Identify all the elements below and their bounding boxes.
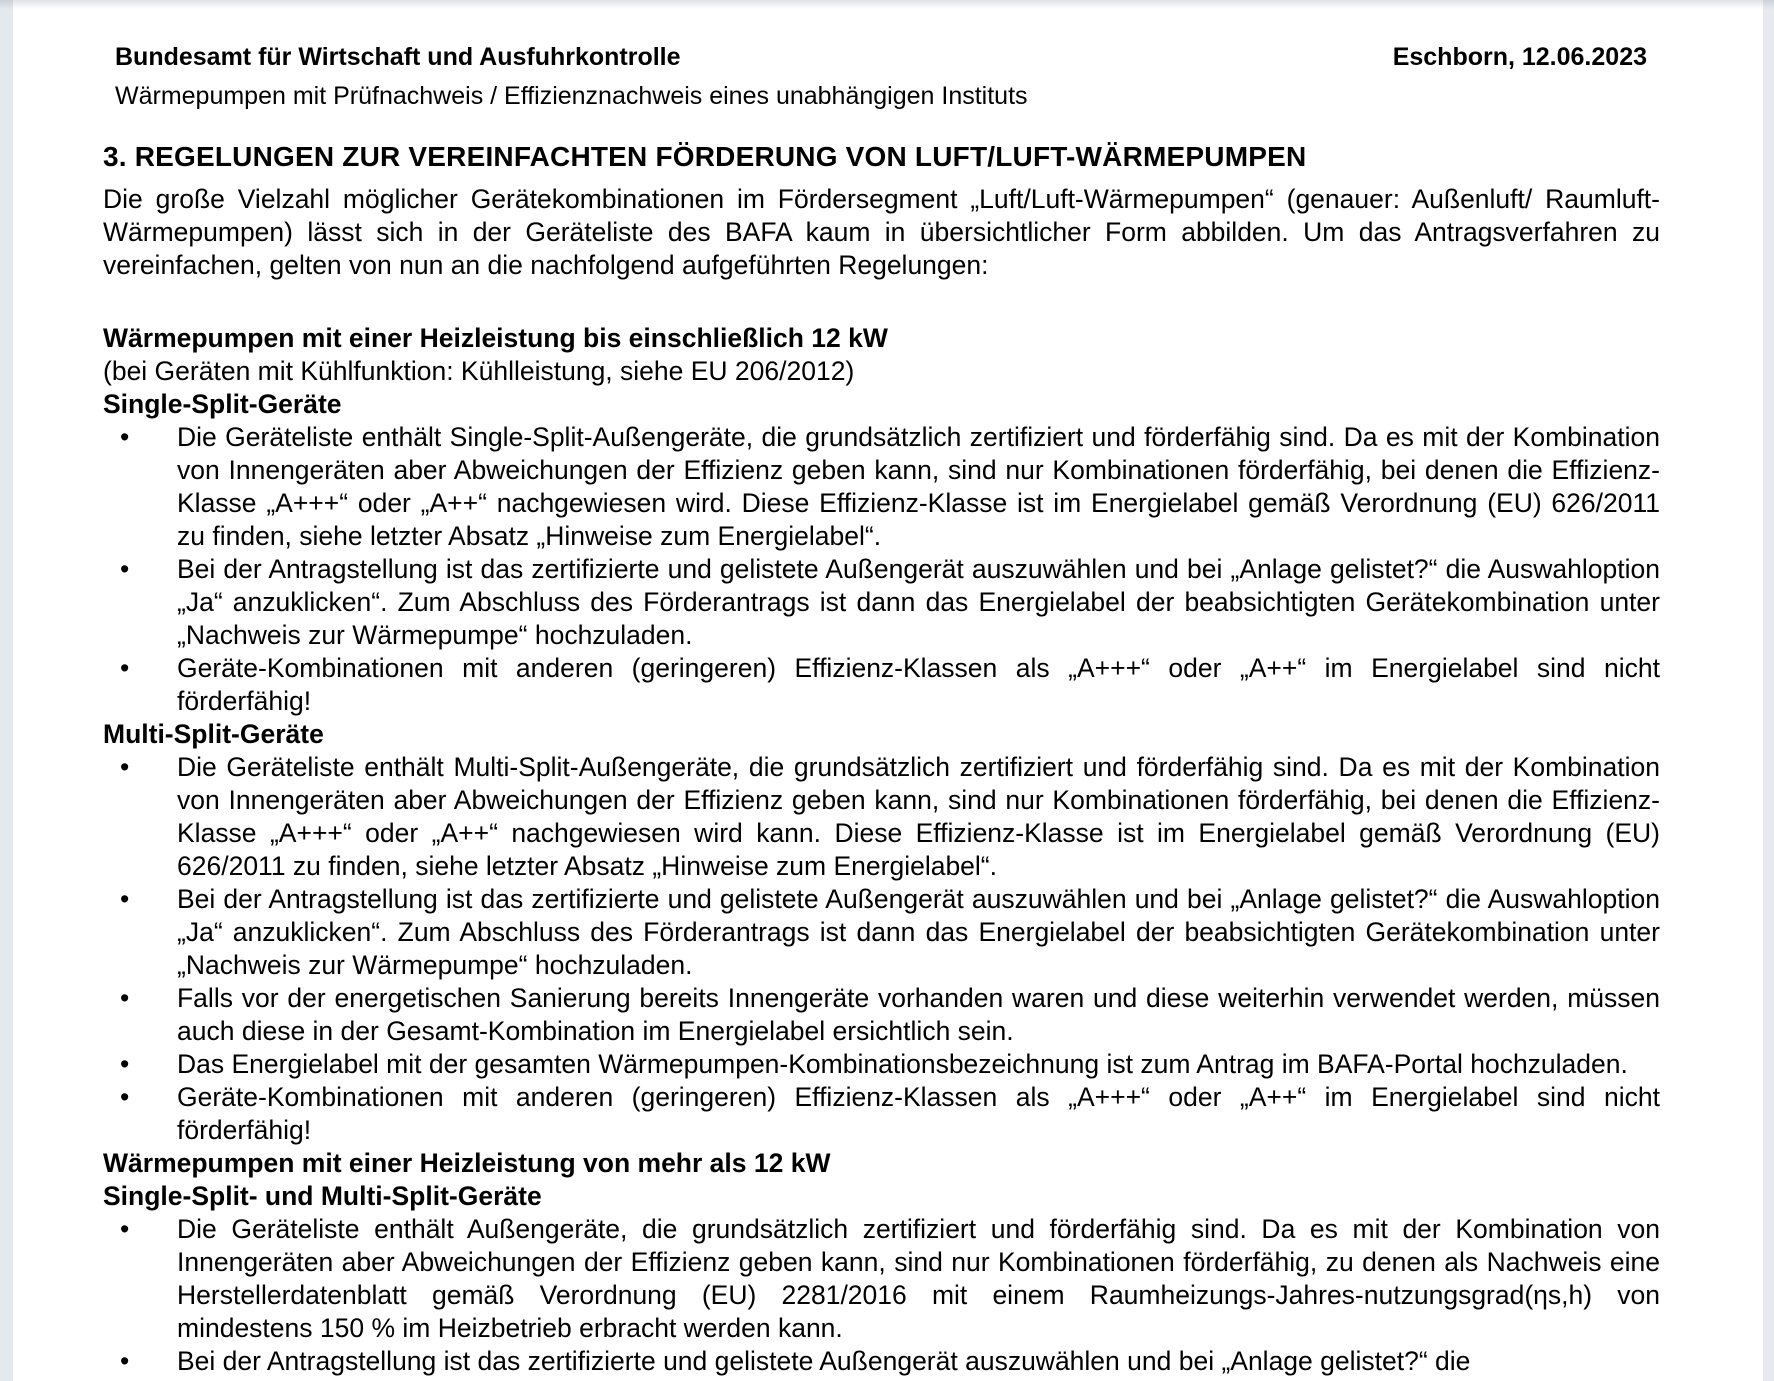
organization-name: Bundesamt für Wirtschaft und Ausfuhrkontrolle: [115, 43, 681, 71]
list-item-text: Geräte-Kombinationen mit anderen (geringeren) Effizienz-Klassen als „A+++“ oder „A++“ im Energielabel sind nicht förderfähig!: [177, 653, 1660, 716]
list-item: [103, 883, 1660, 982]
bullet-list: [103, 421, 1660, 718]
sub-heading: Single-Split-Geräte: [103, 389, 342, 419]
list-item: [103, 652, 1660, 718]
bullet-marker: •: [120, 422, 130, 452]
place-date: Eschborn, 12.06.2023: [1392, 43, 1647, 71]
list-item-text: Die Geräteliste enthält Außengeräte, die grundsätzlich zertifiziert und förderfähig sind. Da es mit der Kombination von Innengeräten aber Abweichungen der Effizienz geben kann, sind nur Kombinationen förderfähig, zu denen als Nachweis eine Herstellerdatenblatt gemäß Verordnung (EU) 2281/2016 mit einem Raumheizungs-Jahres-nutzungsgrad(ηs,h) von mindestens 150 % im Heizbetrieb erbracht werden kann.: [177, 1214, 1660, 1343]
list-item-text: Die Geräteliste enthält Multi-Split-Außengeräte, die grundsätzlich zertifiziert und förderfähig sind. Da es mit der Kombination von Innengeräten aber Abweichungen der Effizienz geben kann, sind nur Kombinationen förderfähig, bei denen die Effizienz-Klasse „A+++“ oder „A++“ nachgewiesen wird kann. Diese Effizienz-Klasse ist im Energielabel gemäß Verordnung (EU) 626/2011 zu finden, siehe letzter Absatz „Hinweise zum Energielabel“.: [177, 752, 1660, 881]
document-body: [103, 322, 1660, 1378]
document-subtitle: Wärmepumpen mit Prüfnachweis / Effizienznachweis eines unabhängigen Instituts: [115, 82, 1028, 110]
list-item: [103, 553, 1660, 652]
sub-heading: Wärmepumpen mit einer Heizleistung bis einschließlich 12 kW: [103, 323, 888, 353]
list-item-text: Bei der Antragstellung ist das zertifizierte und gelistete Außengerät auszuwählen und bei „Anlage gelistet?“ die: [177, 1346, 1471, 1376]
bullet-marker: •: [120, 884, 130, 914]
bullet-list: [103, 751, 1660, 1147]
list-item: [103, 1081, 1660, 1147]
bullet-marker: •: [120, 1082, 130, 1112]
list-item-text: Geräte-Kombinationen mit anderen (geringeren) Effizienz-Klassen als „A+++“ oder „A++“ im Energielabel sind nicht förderfähig!: [177, 1082, 1660, 1145]
section-title: 3. REGELUNGEN ZUR VEREINFACHTEN FÖRDERUNG VON LUFT/LUFT-WÄRMEPUMPEN: [103, 141, 1307, 172]
sub-heading: Multi-Split-Geräte: [103, 719, 324, 749]
bullet-marker: •: [120, 1049, 130, 1079]
sub-heading: Single-Split- und Multi-Split-Geräte: [103, 1181, 542, 1211]
document-header: [103, 42, 1660, 72]
bullet-marker: •: [120, 554, 130, 584]
intro-paragraph: Die große Vielzahl möglicher Gerätekombinationen im Fördersegment „Luft/Luft-Wärmepumpen“ (genauer: Außenluft/ Raumluft-Wärmepumpen) lässt sich in der Geräteliste des BAFA kaum in übersichtlicher Form abbilden. Um das Antragsverfahren zu vereinfachen, gelten von nun an die nachfolgend aufgeführten Regelungen:: [103, 184, 1660, 280]
bullet-marker: •: [120, 983, 130, 1013]
list-item: [103, 1213, 1660, 1345]
bullet-marker: •: [120, 1346, 130, 1376]
list-item: [103, 421, 1660, 553]
bullet-marker: •: [120, 1214, 130, 1244]
list-item: [103, 751, 1660, 883]
bullet-marker: •: [120, 653, 130, 683]
paragraph: (bei Geräten mit Kühlfunktion: Kühlleistung, siehe EU 206/2012): [103, 356, 855, 386]
document-content: [103, 0, 1660, 1378]
right-margin-strip: [1763, 0, 1774, 1381]
list-item-text: Falls vor der energetischen Sanierung bereits Innengeräte vorhanden waren und diese weiterhin verwendet werden, müssen auch diese in der Gesamt-Kombination im Energielabel ersichtlich sein.: [177, 983, 1660, 1046]
list-item-text: Das Energielabel mit der gesamten Wärmepumpen-Kombinationsbezeichnung ist zum Antrag im BAFA-Portal hochzuladen.: [177, 1049, 1628, 1079]
list-item-text: Bei der Antragstellung ist das zertifizierte und gelistete Außengerät auszuwählen und bei „Anlage gelistet?“ die Auswahloption „Ja“ anzuklicken“. Zum Abschluss des Förderantrags ist dann das Energielabel der beabsichtigten Gerätekombination unter „Nachweis zur Wärmepumpe“ hochzuladen.: [177, 554, 1660, 650]
list-item: [103, 982, 1660, 1048]
list-item-text: Bei der Antragstellung ist das zertifizierte und gelistete Außengerät auszuwählen und bei „Anlage gelistet?“ die Auswahloption „Ja“ anzuklicken“. Zum Abschluss des Förderantrags ist dann das Energielabel der beabsichtigten Gerätekombination unter „Nachweis zur Wärmepumpe“ hochzuladen.: [177, 884, 1660, 980]
bullet-list: [103, 1213, 1660, 1378]
list-item-text: Die Geräteliste enthält Single-Split-Außengeräte, die grundsätzlich zertifiziert und förderfähig sind. Da es mit der Kombination von Innengeräten aber Abweichungen der Effizienz geben kann, sind nur Kombinationen förderfähig, bei denen die Effizienz-Klasse „A+++“ oder „A++“ nachgewiesen wird. Diese Effizienz-Klasse ist im Energielabel gemäß Verordnung (EU) 626/2011 zu finden, siehe letzter Absatz „Hinweise zum Energielabel“.: [177, 422, 1660, 551]
bullet-marker: •: [120, 752, 130, 782]
list-item: [103, 1048, 1660, 1081]
left-margin-strip: [0, 0, 13, 1381]
list-item: [103, 1345, 1660, 1378]
sub-heading: Wärmepumpen mit einer Heizleistung von mehr als 12 kW: [103, 1148, 831, 1178]
